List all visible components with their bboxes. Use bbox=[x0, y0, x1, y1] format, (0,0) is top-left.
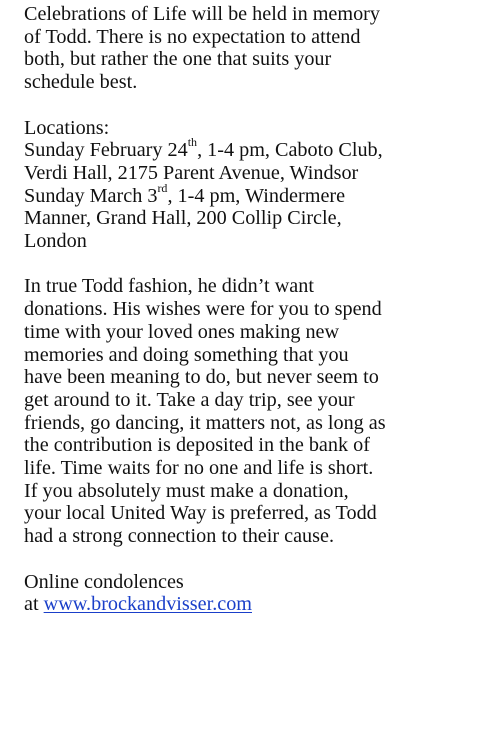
location-windsor-time-venue: , 1-4 pm, Caboto Club, bbox=[197, 139, 383, 162]
location-windsor-date bbox=[24, 135, 474, 162]
donations-line: donations. His wishes were for you to spend bbox=[24, 298, 382, 321]
location-london-time-venue: , 1-4 pm, Windermere bbox=[167, 184, 346, 207]
donations-line: friends, go dancing, it matters not, as long as bbox=[24, 411, 386, 434]
locations-section bbox=[24, 117, 474, 253]
location-london-date-text: Sunday March 3 bbox=[24, 184, 158, 207]
donations-line: had a strong connection to their cause. bbox=[24, 525, 334, 548]
condolences-section bbox=[24, 571, 474, 616]
donations-line: time with your loved ones making new bbox=[24, 320, 340, 343]
intro-line-3: both, but rather the one that suits your bbox=[24, 48, 332, 71]
intro-line-1: Celebrations of Life will be held in memory bbox=[24, 3, 380, 25]
donations-line: memories and doing something that you bbox=[24, 343, 349, 366]
donations-line: get around to it. Take a day trip, see your bbox=[24, 388, 355, 411]
location-london-address: Manner, Grand Hall, 200 Collip Circle, bbox=[24, 207, 342, 230]
donations-line: If you absolutely must make a donation, bbox=[24, 479, 349, 502]
condolences-link-line bbox=[24, 593, 474, 616]
paragraph-spacer bbox=[24, 253, 474, 276]
location-windsor-address: Verdi Hall, 2175 Parent Avenue, Windsor bbox=[24, 161, 359, 184]
donations-line: the contribution is deposited in the bank of bbox=[24, 434, 370, 457]
location-london-date bbox=[24, 180, 474, 208]
condolences-website-link[interactable]: www.brockandvisser.com bbox=[43, 593, 252, 616]
intro-line-4: schedule best. bbox=[24, 71, 138, 94]
donations-line: your local United Way is preferred, as Todd bbox=[24, 502, 377, 525]
donations-line: life. Time waits for no one and life is short. bbox=[24, 457, 374, 480]
paragraph-spacer bbox=[24, 548, 474, 571]
donations-paragraph bbox=[24, 275, 474, 547]
location-windsor-date-text: Sunday February 24 bbox=[24, 139, 188, 162]
intro-line-2: of Todd. There is no expectation to attend bbox=[24, 25, 361, 48]
locations-heading: Locations: bbox=[24, 116, 110, 139]
notice-document bbox=[24, 3, 474, 616]
condolences-prefix: at bbox=[24, 593, 44, 616]
condolences-heading: Online condolences bbox=[24, 570, 184, 593]
donations-line: have been meaning to do, but never seem to bbox=[24, 366, 379, 389]
paragraph-spacer bbox=[24, 94, 474, 117]
donations-line: In true Todd fashion, he didn’t want bbox=[24, 275, 314, 298]
ordinal-suffix: th bbox=[187, 135, 198, 150]
intro-paragraph bbox=[24, 3, 474, 94]
location-london-city: London bbox=[24, 230, 87, 253]
ordinal-suffix: rd bbox=[157, 180, 168, 195]
